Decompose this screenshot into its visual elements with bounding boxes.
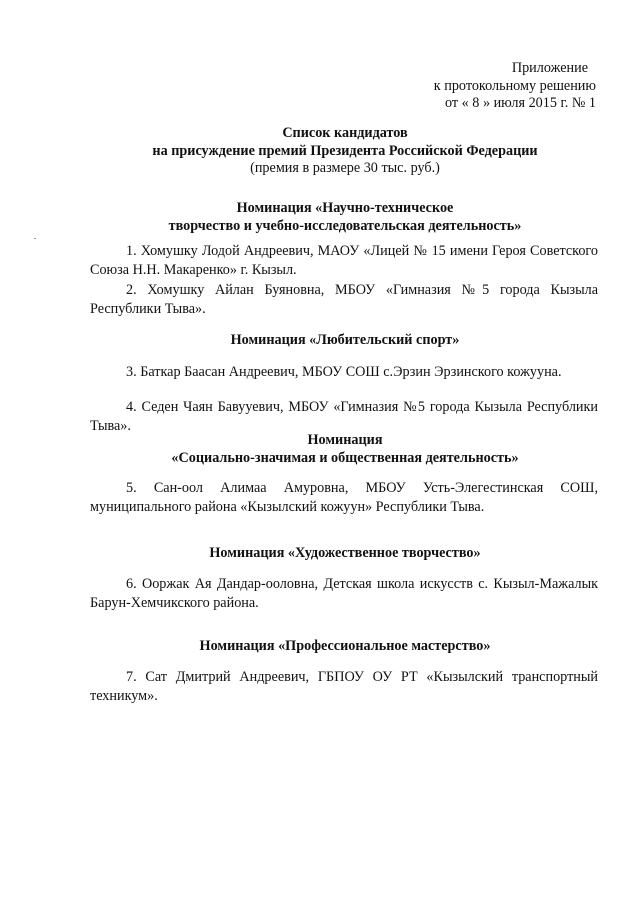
nomination-title-line: Номинация «Любительский спорт»: [230, 332, 460, 348]
candidate-entry: 5. Сан-оол Алимаа Амуровна, МБОУ Усть-Элегестинская СОШ, муниципального района «Кызылский кожуун» Республики Тыва.: [90, 480, 598, 515]
title-line-1: Список кандидатов: [282, 125, 408, 141]
title-line-2: на присуждение премий Президента Российской Федерации: [152, 142, 538, 159]
nomination-title-line: Номинация «Профессиональное мастерство»: [199, 638, 491, 654]
margin-mark: [34, 238, 36, 239]
title-line-3: (премия в размере 30 тыс. руб.): [250, 160, 440, 176]
nomination-title-line: Номинация «Художественное творчество»: [209, 545, 481, 561]
appendix-line-3: от « 8 » июля 2015 г. № 1: [445, 95, 596, 111]
nomination-title: [90, 199, 600, 235]
appendix-line-1: Приложение: [511, 60, 588, 76]
candidate-entry: 3. Баткар Баасан Андреевич, МБОУ СОШ с.Эрзин Эрзинского кожууна.: [126, 364, 562, 380]
candidate-entry: 7. Сат Дмитрий Андреевич, ГБПОУ ОУ РТ «Кызылский транспортный техникум».: [90, 669, 598, 704]
nomination-title: [90, 637, 600, 655]
nomination-title: [90, 544, 600, 562]
candidate-entry: 2. Хомушку Айлан Буяновна, МБОУ «Гимназия №5 города Кызыла Республики Тыва».: [90, 282, 598, 317]
nomination-title-line: Номинация: [307, 432, 383, 448]
nomination-title: [90, 431, 600, 467]
document-title: [90, 125, 600, 178]
candidate-entry: 1. Хомушку Лодой Андреевич, МАОУ «Лицей № 15 имени Героя Советского Союза Н.Н. Макаренко» г. Кызыл.: [90, 243, 598, 278]
candidate-entry: 4. Седен Чаян Бавууевич, МБОУ «Гимназия №5 города Кызыла Республики Тыва».: [90, 399, 598, 434]
candidate-entry: 6. Ооржак Ая Дандар-ооловна, Детская школа искусств с. Кызыл-Мажалык Барун-Хемчикского района.: [90, 576, 598, 611]
appendix-header: [434, 60, 596, 113]
nomination-title-line: Номинация «Научно-техническое: [236, 200, 454, 216]
appendix-line-2: к протокольному решению: [433, 77, 596, 94]
nomination-title: [90, 331, 600, 349]
nomination-title-line: «Социально-значимая и общественная деятельность»: [171, 450, 519, 466]
nomination-title-line: творчество и учебно-исследовательская деятельность»: [168, 218, 522, 234]
